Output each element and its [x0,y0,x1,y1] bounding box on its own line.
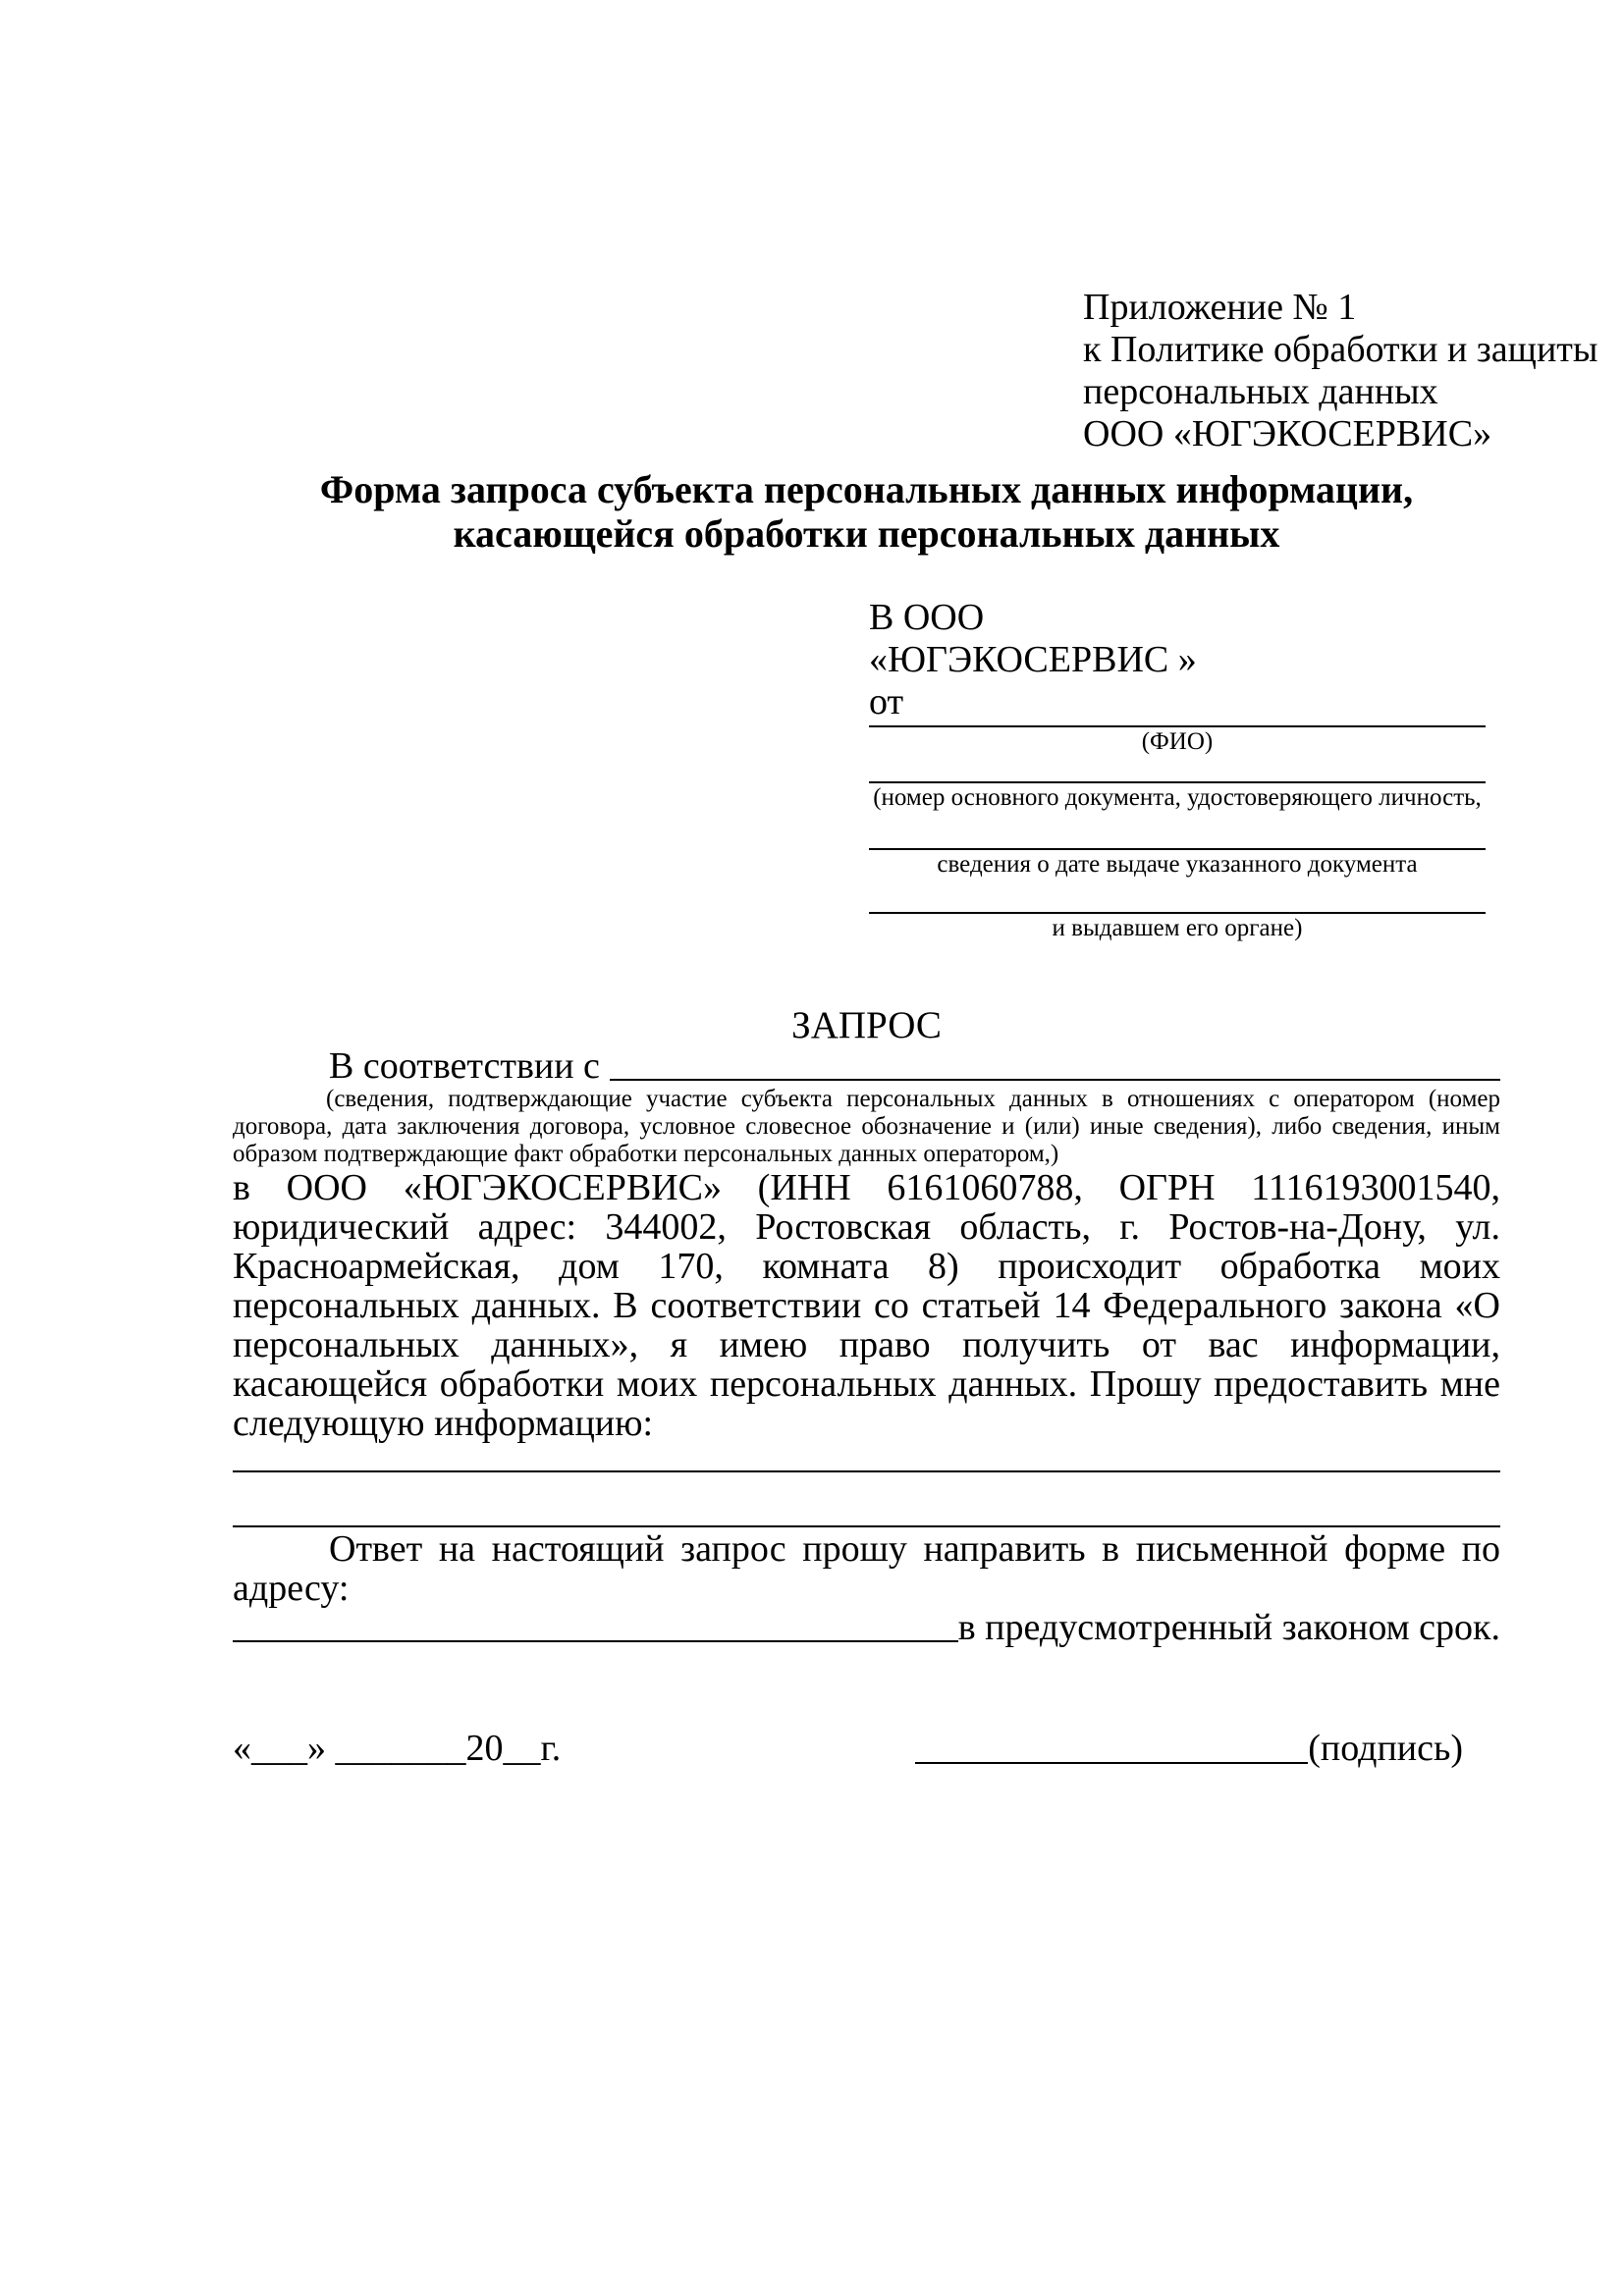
document-number-blank-line [869,757,1486,783]
info-blank-line-1 [233,1470,1500,1472]
issue-date-caption: сведения о дате выдаче указанного документа [937,851,1418,878]
document-number-caption: (номер основного документа, удостоверяющего личность, [873,784,1482,811]
document-title-line-1: Форма запроса субъекта персональных данных информации, [319,467,1414,511]
reply-address-row [233,1608,1500,1647]
annex-note-line: Приложение № 1 [1083,287,1357,328]
annex-note-line: к Политике обработки и защиты [1083,329,1598,370]
annex-note-line: персональных данных [1083,371,1438,412]
info-blank-line-2 [233,1525,1500,1527]
annex-note [1083,287,1598,455]
signature-blank-line [915,1728,1308,1764]
request-body-paragraph: в ООО «ЮГЭКОСЕРВИС» (ИНН 6161060788, ОГРН 1116193001540, юридический адрес: 344002, Ростовская область, г. Ростов-на-Дону, ул. Красноармейская, дом 170, комната 8) происходит обработка моих персональных данных. В соответствии со статьей 14 Федерального закона «О персональных данных», я имею право получить от вас информации, касающейся обработки моих персональных данных. Прошу предоставить мне следующую информацию: [233,1167,1500,1444]
addressee-from-label: от [869,681,904,722]
intro-prefix: В соответствии с [329,1045,600,1087]
reply-deadline-text: в предусмотренный законом срок. [957,1607,1500,1648]
signature-caption: (подпись) [1308,1728,1463,1769]
reply-address-sentence: Ответ на настоящий запрос прошу направить в письменной форме по адресу: [233,1528,1500,1609]
document-title [233,467,1500,556]
date-placeholder: «___» _______20__г. [233,1728,562,1769]
basis-blank-line [610,1046,1500,1081]
date-signature-row [233,1728,1500,1770]
annex-note-line: ООО «ЮГЭКОСЕРВИС» [1083,413,1492,454]
reply-address-blank-line [233,1608,958,1642]
request-heading: ЗАПРОС [791,1004,942,1046]
issue-date-blank-line [869,813,1486,850]
fio-caption: (ФИО) [1141,728,1214,755]
signature-group [915,1728,1463,1770]
document-title-line-2: касающейся обработки персональных данных [453,511,1280,556]
addressee-org-line: «ЮГЭКОСЕРВИС » [869,639,1197,680]
addressee-to-line: В ООО [869,597,985,638]
smallprint-note: (сведения, подтверждающие участие субъекта персональных данных в отношениях с оператором (номер договора, дата заключения договора, условное словесное обозначение и (или) иные сведения), либо сведения, иным образом подтверждающие факт обработки персональных данных оператором,) [233,1086,1500,1167]
issuing-authority-blank-line [869,880,1486,914]
addressee-block [869,597,1486,943]
basis-line-row [233,1046,1500,1086]
issuing-authority-caption: и выдавшем его органе) [1052,915,1303,941]
